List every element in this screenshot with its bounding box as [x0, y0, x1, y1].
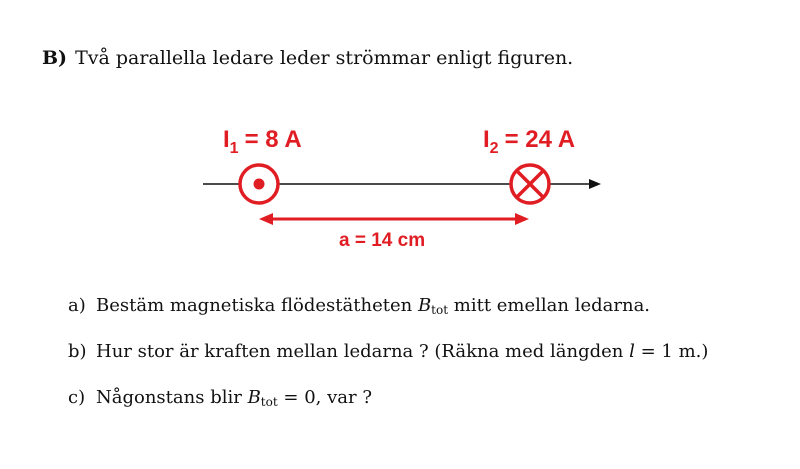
current-2-index: 2 [489, 140, 499, 157]
distance-arrow-icon [259, 213, 529, 225]
current-1-symbol: I [223, 126, 230, 153]
question-a [68, 297, 650, 316]
question-c [68, 389, 372, 408]
math-symbol: B [417, 295, 432, 316]
current-1-value: = 8 A [244, 126, 302, 153]
current-1-label [223, 126, 302, 157]
question-letter: a) [68, 295, 86, 316]
question-letter: c) [68, 387, 86, 408]
conductor-1-out-of-page-icon [240, 165, 278, 203]
problem-label: B) [42, 47, 68, 69]
distance-label: a = 14 cm [339, 230, 426, 251]
question-text: Någonstans blir [96, 387, 248, 408]
question-letter: b) [68, 341, 87, 362]
current-1-index: 1 [229, 140, 239, 157]
math-subscript: tot [260, 395, 278, 409]
math-symbol: B [247, 387, 261, 408]
current-2-symbol: I [483, 126, 490, 153]
question-text: Bestäm magnetiska flödestätheten [96, 295, 418, 316]
question-text: = 1 m.) [634, 341, 709, 362]
conductor-2-into-page-icon [511, 165, 549, 203]
question-b [68, 343, 708, 361]
question-text: Hur stor är kraften mellan ledarna ? (Räkna med längden [96, 341, 630, 362]
math-symbol: l [629, 341, 635, 362]
question-text: mitt emellan ledarna. [448, 295, 651, 316]
axis-arrowhead [589, 179, 601, 189]
current-2-label [483, 126, 575, 157]
problem-statement: Två parallella ledare leder strömmar enligt figuren. [75, 47, 574, 69]
question-text: = 0, var ? [277, 387, 372, 408]
current-2-value: = 24 A [504, 126, 576, 153]
math-subscript: tot [431, 303, 449, 317]
